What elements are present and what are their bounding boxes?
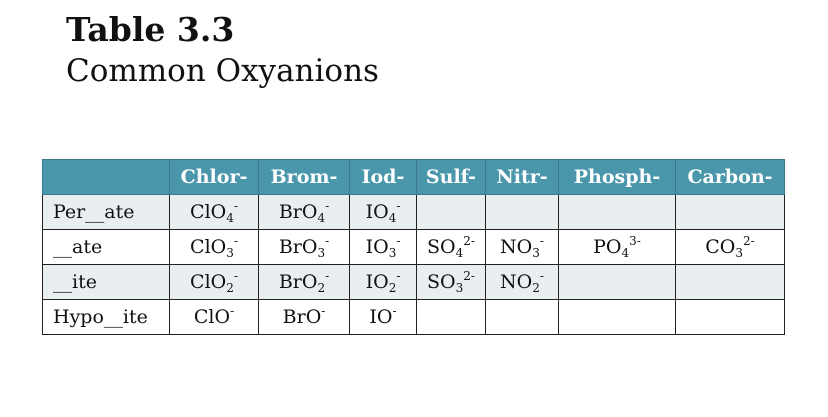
formula-base: SO <box>427 271 456 293</box>
formula-cell <box>417 265 486 300</box>
formula-charge: - <box>321 304 326 318</box>
table-row <box>43 300 785 335</box>
formula-cell <box>259 195 350 230</box>
formula-cell <box>350 265 417 300</box>
row-label: __ite <box>43 265 170 300</box>
oxyanion-table <box>42 159 785 335</box>
title-block <box>66 8 379 90</box>
table-row <box>43 265 785 300</box>
formula-charge: 2- <box>463 234 475 248</box>
formula-cell <box>259 265 350 300</box>
formula-cell <box>486 265 559 300</box>
formula-base: BrO <box>282 306 322 328</box>
table-title: Table 3.3 <box>66 10 235 49</box>
row-label: __ate <box>43 230 170 265</box>
formula-cell <box>486 230 559 265</box>
formula-charge: - <box>325 199 330 213</box>
formula-subscript: 2 <box>532 281 540 295</box>
formula-cell <box>486 195 559 230</box>
formula-subscript: 3 <box>317 246 326 260</box>
formula-cell <box>559 300 676 335</box>
formula-cell <box>170 300 259 335</box>
formula-base: BrO <box>278 201 318 223</box>
formula-cell <box>259 300 350 335</box>
formula-base: PO <box>593 236 622 258</box>
formula-charge: 2- <box>463 269 475 283</box>
header-cell: Iod- <box>350 160 417 195</box>
formula-subscript: 4 <box>317 211 326 225</box>
formula-cell <box>676 265 785 300</box>
header-cell: Carbon- <box>676 160 785 195</box>
formula-charge: - <box>230 304 235 318</box>
formula-charge: - <box>233 199 238 213</box>
formula-cell <box>559 230 676 265</box>
formula-charge: - <box>396 269 401 283</box>
formula-charge: 2- <box>743 234 755 248</box>
formula-base: BrO <box>278 236 318 258</box>
formula-base: ClO <box>190 236 227 258</box>
formula-base: CO <box>705 236 736 258</box>
formula-cell <box>259 230 350 265</box>
formula-base: ClO <box>193 306 231 328</box>
formula-subscript: 4 <box>226 211 234 225</box>
formula-cell <box>676 300 785 335</box>
formula-charge: - <box>539 269 544 283</box>
formula-base: IO <box>365 236 389 258</box>
formula-subscript: 2 <box>317 281 326 295</box>
formula-charge: - <box>325 234 330 248</box>
formula-charge: - <box>392 304 397 318</box>
formula-charge: - <box>539 234 544 248</box>
header-cell: Chlor- <box>170 160 259 195</box>
formula-base: SO <box>427 236 456 258</box>
table-subtitle: Common Oxyanions <box>66 53 379 89</box>
formula-cell <box>559 195 676 230</box>
formula-subscript: 3 <box>455 281 464 295</box>
formula-subscript: 2 <box>388 281 397 295</box>
formula-base: ClO <box>190 271 227 293</box>
header-cell: Nitr- <box>486 160 559 195</box>
formula-charge: - <box>233 269 238 283</box>
formula-subscript: 3 <box>388 246 397 260</box>
formula-cell <box>350 230 417 265</box>
formula-base: IO <box>365 201 389 223</box>
formula-cell <box>417 230 486 265</box>
formula-base: IO <box>365 271 389 293</box>
row-label: Hypo__ite <box>43 300 170 335</box>
formula-cell <box>417 300 486 335</box>
formula-cell <box>676 230 785 265</box>
formula-subscript: 4 <box>455 246 464 260</box>
header-cell <box>43 160 170 195</box>
formula-charge: - <box>396 199 401 213</box>
formula-base: IO <box>369 306 393 328</box>
formula-subscript: 3 <box>532 246 540 260</box>
table-row <box>43 230 785 265</box>
formula-charge: - <box>233 234 238 248</box>
formula-cell <box>170 195 259 230</box>
formula-subscript: 2 <box>226 281 234 295</box>
table-row <box>43 195 785 230</box>
formula-subscript: 4 <box>388 211 397 225</box>
formula-charge: 3- <box>629 234 641 248</box>
formula-subscript: 3 <box>735 246 744 260</box>
formula-subscript: 4 <box>621 246 630 260</box>
formula-subscript: 3 <box>226 246 234 260</box>
formula-charge: - <box>325 269 330 283</box>
formula-base: NO <box>500 236 533 258</box>
formula-cell <box>170 265 259 300</box>
header-cell: Sulf- <box>417 160 486 195</box>
formula-cell <box>559 265 676 300</box>
header-cell: Phosph- <box>559 160 676 195</box>
formula-base: ClO <box>190 201 227 223</box>
formula-base: BrO <box>278 271 318 293</box>
row-label: Per__ate <box>43 195 170 230</box>
formula-cell <box>350 195 417 230</box>
formula-cell <box>417 195 486 230</box>
formula-charge: - <box>396 234 401 248</box>
formula-cell <box>486 300 559 335</box>
formula-cell <box>676 195 785 230</box>
header-row <box>43 160 785 195</box>
formula-base: NO <box>500 271 533 293</box>
header-cell: Brom- <box>259 160 350 195</box>
formula-cell <box>170 230 259 265</box>
formula-cell <box>350 300 417 335</box>
